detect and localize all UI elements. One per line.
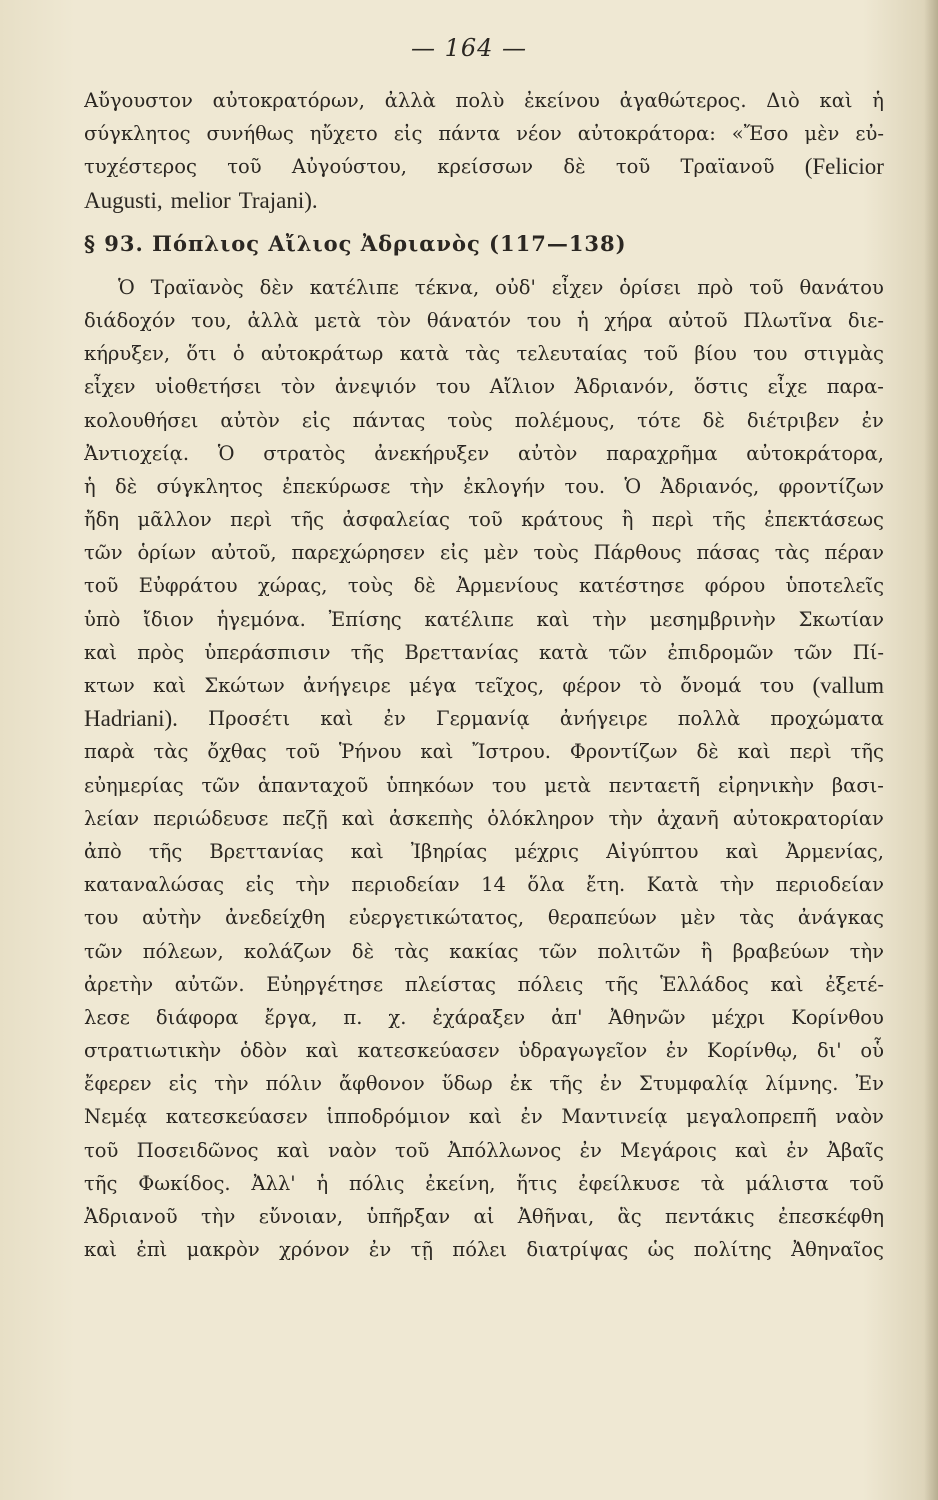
text-line: ἔφερεν εἰς τὴν πόλιν ἄφθονον ὕδωρ ἐκ τῆς ἐν Στυμφαλίᾳ λίμνης. Ἐν xyxy=(84,1072,884,1096)
text-line: Αὔγουστον αὐτοκρατόρων, ἀλλὰ πολὺ ἐκείνου ἀγαθώτερος. Διὸ καὶ ἡ xyxy=(84,89,884,112)
text-line: Hadriani). Προσέτι καὶ ἐν Γερμανίᾳ ἀνήγειρε πολλὰ προχώματα xyxy=(84,706,884,732)
text-line: ἀρετὴν αὐτῶν. Εὐηργέτησε πλείστας πόλεις τῆς Ἑλλάδος καὶ ἐξετέ- xyxy=(84,972,884,996)
section-paragraph xyxy=(84,271,884,1267)
text-line: κτων καὶ Σκώτων ἀνήγειρε μέγα τεῖχος, φέρον τὸ ὄνομά του (vallum xyxy=(84,673,884,698)
text-line: διάδοχόν του, ἀλλὰ μετὰ τὸν θάνατόν του ἡ χήρα αὐτοῦ Πλωτῖνα διε- xyxy=(84,308,884,332)
text-line: Ἀντιοχείᾳ. Ὁ στρατὸς ἀνεκήρυξεν αὐτὸν παραχρῆμα αὐτοκράτορα, xyxy=(84,441,884,465)
text-line: τοῦ Ποσειδῶνος καὶ ναὸν τοῦ Ἀπόλλωνος ἐν Μεγάροις καὶ ἐν Ἀβαῖς xyxy=(84,1138,884,1162)
text-line: στρατιωτικὴν ὁδὸν καὶ κατεσκεύασεν ὑδραγωγεῖον ἐν Κορίνθῳ, δι' οὗ xyxy=(84,1039,884,1063)
text-line: παρὰ τὰς ὄχθας τοῦ Ῥήνου καὶ Ἴστρου. Φροντίζων δὲ καὶ περὶ τῆς xyxy=(84,740,884,764)
text-line: Νεμέᾳ κατεσκεύασεν ἱπποδρόμιον καὶ ἐν Μαντινείᾳ μεγαλοπρεπῆ ναὸν xyxy=(84,1105,884,1129)
text-line: εὐημερίας τῶν ἁπανταχοῦ ὑπηκόων του μετὰ πενταετῆ εἰρηνικὴν βασι- xyxy=(84,773,884,797)
text-line: καὶ πρὸς ὑπεράσπισιν τῆς Βρεττανίας κατὰ τῶν ἐπιδρομῶν τῶν Πί- xyxy=(84,640,884,664)
text-line: κήρυξεν, ὅτι ὁ αὐτοκράτωρ κατὰ τὰς τελευταίας τοῦ βίου του στιγμὰς xyxy=(84,342,884,366)
section-heading: § 93. Πόπλιος Αἴλιος Ἀδριανὸς (117—138) xyxy=(84,230,627,256)
text-line: λεσε διάφορα ἔργα, π. χ. ἐχάραξεν ἀπ' Ἀθηνῶν μέχρι Κορίνθου xyxy=(84,1005,884,1029)
text-line: του αὐτὴν ἀνεδείχθη εὐεργετικώτατος, θεραπεύων μὲν τὰς ἀνάγκας xyxy=(84,906,884,930)
text-line: ἡ δὲ σύγκλητος ἐπεκύρωσε τὴν ἐκλογήν του. Ὁ Ἀδριανός, φροντίζων xyxy=(84,474,884,498)
body-text xyxy=(84,84,884,1266)
text-line: τυχέστερος τοῦ Αὐγούστου, κρείσσων δὲ τοῦ Τραϊανοῦ (Felicior xyxy=(84,154,884,180)
text-line: εἶχεν υἱοθετήσει τὸν ἀνεψιόν του Αἴλιον Ἀδριανόν, ὅστις εἶχε παρα- xyxy=(84,375,884,399)
text-line: τοῦ Εὐφράτου χώρας, τοὺς δὲ Ἀρμενίους κατέστησε φόρου ὑποτελεῖς xyxy=(84,574,884,598)
page-edge-shadow xyxy=(924,0,938,1500)
text-line: καὶ ἐπὶ μακρὸν χρόνον ἐν τῇ πόλει διατρίψας ὡς πολίτης Ἀθηναῖος xyxy=(84,1238,884,1262)
text-line: τῶν πόλεων, κολάζων δὲ τὰς κακίας τῶν πολιτῶν ἢ βραβεύων τὴν xyxy=(84,939,884,963)
intro-lines xyxy=(84,84,884,217)
text-line: κολουθήσει αὐτὸν εἰς πάντας τοὺς πολέμους, τότε δὲ διέτριβεν ἐν xyxy=(84,408,884,432)
text-line: καταναλώσας εἰς τὴν περιοδείαν 14 ὅλα ἔτη. Κατὰ τὴν περιοδείαν xyxy=(84,873,884,897)
page-number: — 164 — xyxy=(410,34,528,62)
text-line: Ὁ Τραϊανὸς δὲν κατέλιπε τέκνα, οὐδ' εἶχεν ὁρίσει πρὸ τοῦ θανάτου xyxy=(118,275,884,299)
text-line: Ἀδριανοῦ τὴν εὔνοιαν, ὑπῆρξαν αἱ Ἀθῆναι, ἃς πεντάκις ἐπεσκέφθη xyxy=(84,1205,884,1228)
text-line: τῆς Φωκίδος. Ἀλλ' ἡ πόλις ἐκείνη, ἥτις ἐφείλκυσε τὰ μάλιστα τοῦ xyxy=(84,1171,884,1195)
text-line: ὑπὸ ἴδιον ἡγεμόνα. Ἐπίσης κατέλιπε καὶ τὴν μεσημβρινὴν Σκωτίαν xyxy=(84,607,884,631)
text-line: σύγκλητος συνήθως ηὔχετο εἰς πάντα νέον αὐτοκράτορα: «Ἔσο μὲν εὐ- xyxy=(84,122,884,146)
text-line: Augusti, melior Trajani). xyxy=(84,187,318,213)
text-line: λείαν περιώδευσε πεζῇ καὶ ἀσκεπὴς ὁλόκληρον τὴν ἀχανῆ αὐτοκρατορίαν xyxy=(84,806,884,830)
text-line: ἀπὸ τῆς Βρεττανίας καὶ Ἰβηρίας μέχρις Αἰγύπτου καὶ Ἀρμενίας, xyxy=(84,839,884,863)
text-line: τῶν ὁρίων αὐτοῦ, παρεχώρησεν εἰς μὲν τοὺς Πάρθους πάσας τὰς πέραν xyxy=(84,541,884,565)
text-line: ἤδη μᾶλλον περὶ τῆς ἀσφαλείας τοῦ κράτους ἢ περὶ τῆς ἐπεκτάσεως xyxy=(84,508,884,532)
